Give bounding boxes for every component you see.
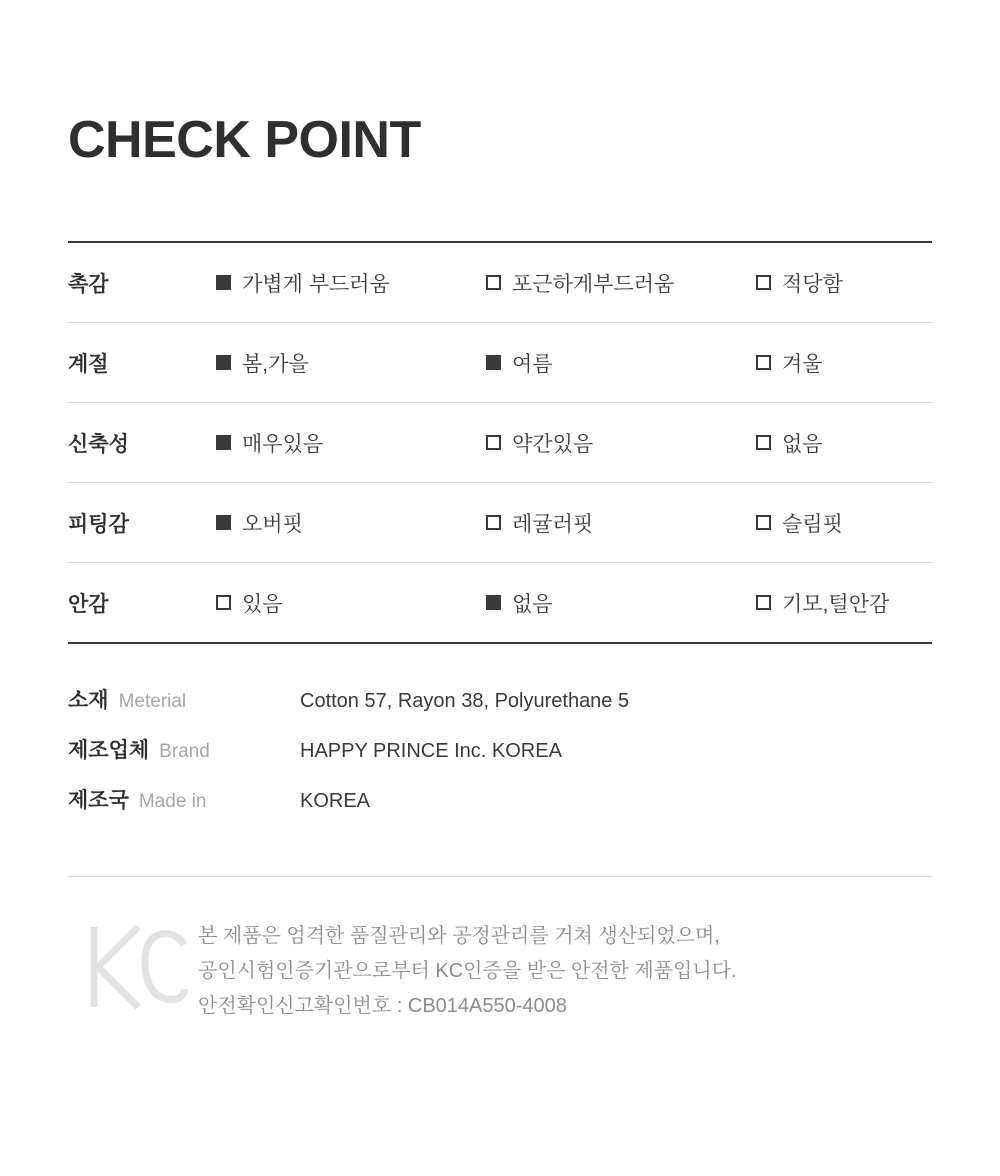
table-row	[68, 563, 932, 642]
option-label: 적당함	[782, 272, 843, 296]
option-label: 레귤러핏	[512, 512, 594, 536]
spec-key-ko: 제조국	[68, 789, 129, 813]
kc-certification-icon	[80, 919, 190, 1015]
checkbox-checked-icon[interactable]	[486, 595, 501, 610]
option-item[interactable]	[486, 428, 756, 458]
option-item[interactable]	[756, 428, 932, 458]
check-point-table	[68, 241, 932, 644]
checkbox-checked-icon[interactable]	[216, 515, 231, 530]
option-label: 봄,가을	[242, 352, 309, 376]
spec-key	[68, 734, 300, 764]
table-row	[68, 323, 932, 403]
option-item[interactable]	[756, 348, 932, 378]
checkbox-empty-icon[interactable]	[486, 515, 501, 530]
spec-row-made-in	[68, 784, 932, 814]
row-label: 안감	[68, 592, 109, 616]
table-row	[68, 243, 932, 323]
option-label: 포근하게부드러움	[512, 272, 675, 296]
option-label: 겨울	[782, 352, 823, 376]
table-row	[68, 403, 932, 483]
row-label: 피팅감	[68, 512, 129, 536]
option-item[interactable]	[486, 508, 756, 538]
checkbox-empty-icon[interactable]	[756, 355, 771, 370]
option-label: 오버핏	[242, 512, 303, 536]
option-item[interactable]	[216, 588, 486, 618]
option-item[interactable]	[216, 348, 486, 378]
checkbox-empty-icon[interactable]	[756, 515, 771, 530]
checkbox-empty-icon[interactable]	[216, 595, 231, 610]
option-label: 가볍게 부드러움	[242, 272, 390, 296]
option-label: 없음	[512, 592, 553, 616]
checkbox-empty-icon[interactable]	[486, 275, 501, 290]
checkbox-checked-icon[interactable]	[216, 275, 231, 290]
checkbox-checked-icon[interactable]	[216, 355, 231, 370]
certification-footer	[68, 876, 932, 1024]
spec-row-brand	[68, 734, 932, 764]
spec-value: HAPPY PRINCE Inc. KOREA	[300, 740, 562, 763]
certification-text	[198, 915, 737, 1024]
checkbox-empty-icon[interactable]	[486, 435, 501, 450]
option-label: 슬림핏	[782, 512, 843, 536]
option-item[interactable]	[756, 508, 932, 538]
table-row	[68, 483, 932, 563]
spec-value: KOREA	[300, 790, 371, 813]
checkbox-checked-icon[interactable]	[486, 355, 501, 370]
option-group	[216, 588, 932, 618]
option-group	[216, 348, 932, 378]
row-label: 계절	[68, 352, 109, 376]
spec-key	[68, 784, 300, 814]
option-item[interactable]	[756, 268, 932, 298]
option-item[interactable]	[216, 508, 486, 538]
option-label: 매우있음	[242, 432, 324, 456]
spec-key-en: Brand	[159, 741, 210, 763]
certification-number: 안전확인신고확인번호 : CB014A550-4008	[198, 995, 567, 1018]
option-label: 없음	[782, 432, 823, 456]
option-item[interactable]	[486, 588, 756, 618]
option-label: 있음	[242, 592, 283, 616]
checkbox-checked-icon[interactable]	[216, 435, 231, 450]
spec-key-en: Meterial	[118, 691, 187, 713]
option-item[interactable]	[756, 588, 932, 618]
spec-key-ko: 소재	[68, 689, 109, 713]
row-label: 촉감	[68, 272, 109, 296]
option-item[interactable]	[216, 268, 486, 298]
option-label: 약간있음	[512, 432, 594, 456]
spec-value: Cotton 57, Rayon 38, Polyurethane 5	[300, 690, 630, 713]
option-item[interactable]	[486, 268, 756, 298]
option-item[interactable]	[216, 428, 486, 458]
spec-key	[68, 684, 300, 714]
spec-row-material	[68, 684, 932, 714]
option-label: 여름	[512, 352, 553, 376]
certification-line: 본 제품은 엄격한 품질관리와 공정관리를 거쳐 생산되었으며,	[198, 925, 720, 948]
option-group	[216, 428, 932, 458]
spec-key-en: Made in	[138, 791, 207, 813]
checkbox-empty-icon[interactable]	[756, 275, 771, 290]
option-label: 기모,털안감	[782, 592, 890, 616]
checkbox-empty-icon[interactable]	[756, 435, 771, 450]
option-group	[216, 268, 932, 298]
certification-line: 공인시험인증기관으로부터 KC인증을 받은 안전한 제품입니다.	[198, 960, 737, 983]
option-item[interactable]	[486, 348, 756, 378]
checkbox-empty-icon[interactable]	[756, 595, 771, 610]
spec-list	[68, 684, 932, 814]
page-title: CHECK POINT	[68, 111, 421, 169]
row-label: 신축성	[68, 432, 129, 456]
spec-key-ko: 제조업체	[68, 739, 150, 763]
option-group	[216, 508, 932, 538]
